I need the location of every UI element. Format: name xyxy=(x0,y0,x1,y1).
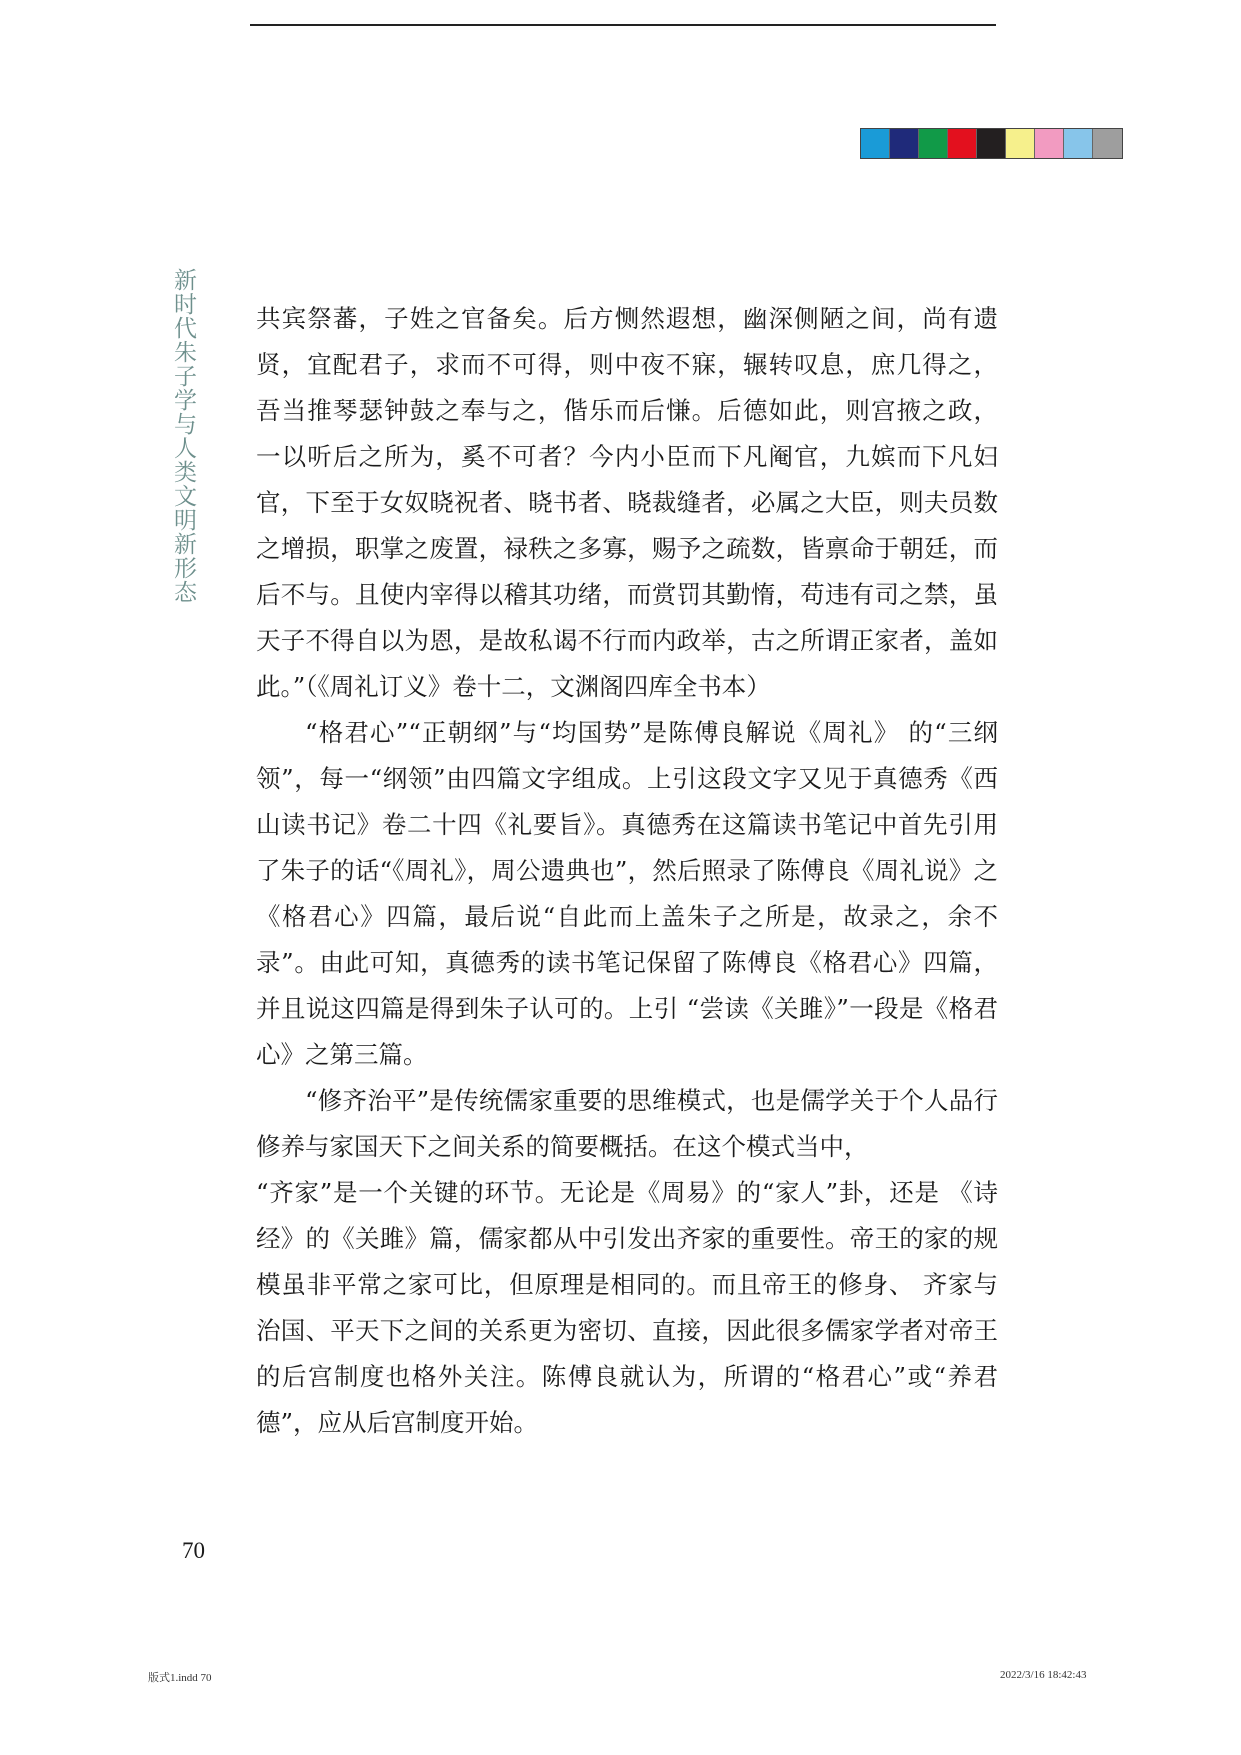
file-slug: 版式1.indd 70 xyxy=(148,1672,212,1684)
paragraph: “齐家”是一个关键的环节。无论是《周易》的“家人”卦，还是 《诗经》的《关雎》篇，儒家都从中引发出齐家的重要性。帝王的家的规模虽非平常之家可比，但原理是相同的。而且帝王的修身、 齐家与治国、平天下之间的关系更为密切、直接，因此很多儒家学者对帝王的后宫制度也格外关注。陈傅良就认为，所谓的“格君心”或“养君德”，应从后宫制度开始。 xyxy=(256,1178,998,1437)
color-swatch xyxy=(919,129,948,158)
paragraph: “修齐治平”是传统儒家重要的思维模式，也是儒学关于个人品行修养与家国天下之间关系的简要概括。在这个模式当中， xyxy=(256,1086,998,1161)
color-swatch xyxy=(861,129,890,158)
paragraph: “格君心”“正朝纲”与“均国势”是陈傅良解说《周礼》 的“三纲领”，每一“纲领”由四篇文字组成。上引这段文字又见于真德秀《西山读书记》卷二十四《礼要旨》。真德秀在这篇读书笔记中首先引用了朱子的话“《周礼》，周公遗典也”，然后照录了陈傅良《周礼说》之《格君心》四篇，最后说“自此而上盖朱子之所是，故录之，余不录”。由此可知，真德秀的读书笔记保留了陈傅良《格君心》四篇，并且说这四篇是得到朱子认可的。上引 “尝读《关雎》”一段是《格君心》之第三篇。 xyxy=(256,718,998,1069)
color-swatch xyxy=(890,129,919,158)
timestamp-slug: 2022/3/16 18:42:43 xyxy=(1000,1669,1087,1681)
color-swatch xyxy=(1093,129,1122,158)
main-text xyxy=(256,296,998,1446)
top-rule xyxy=(250,24,996,26)
paragraph: 共宾祭蕃，子姓之官备矣。后方恻然遐想，幽深侧陋之间，尚有遗贤，宜配君子，求而不可得，则中夜不寐，辗转叹息，庶几得之， 吾当推琴瑟钟鼓之奉与之，偕乐而后慊。后德如此，则宫掖之政， 一以听后之所为，奚不可者？今内小臣而下凡阉官，九嫔而下凡妇官，下至于女奴晓祝者、晓书者、晓裁缝者，必属之大臣，则夫员数之增损，职掌之废置，禄秩之多寡，赐予之疏数，皆禀命于朝廷，而后不与。且使内宰得以稽其功绪，而赏罚其勤惰，苟违有司之禁，虽天子不得自以为恩，是故私谒不行而内政举，古之所谓正家者，盖如此。”（《周礼订义》卷十二，文渊阁四库全书本） xyxy=(256,304,998,701)
color-swatch xyxy=(977,129,1006,158)
color-swatch xyxy=(1064,129,1093,158)
page-number: 70 xyxy=(182,1538,205,1563)
color-registration-bar xyxy=(860,128,1123,159)
color-swatch xyxy=(1006,129,1035,158)
color-swatch xyxy=(948,129,977,158)
running-title: 新时代朱子学与人类文明新形态 xyxy=(170,268,196,604)
color-swatch xyxy=(1035,129,1064,158)
